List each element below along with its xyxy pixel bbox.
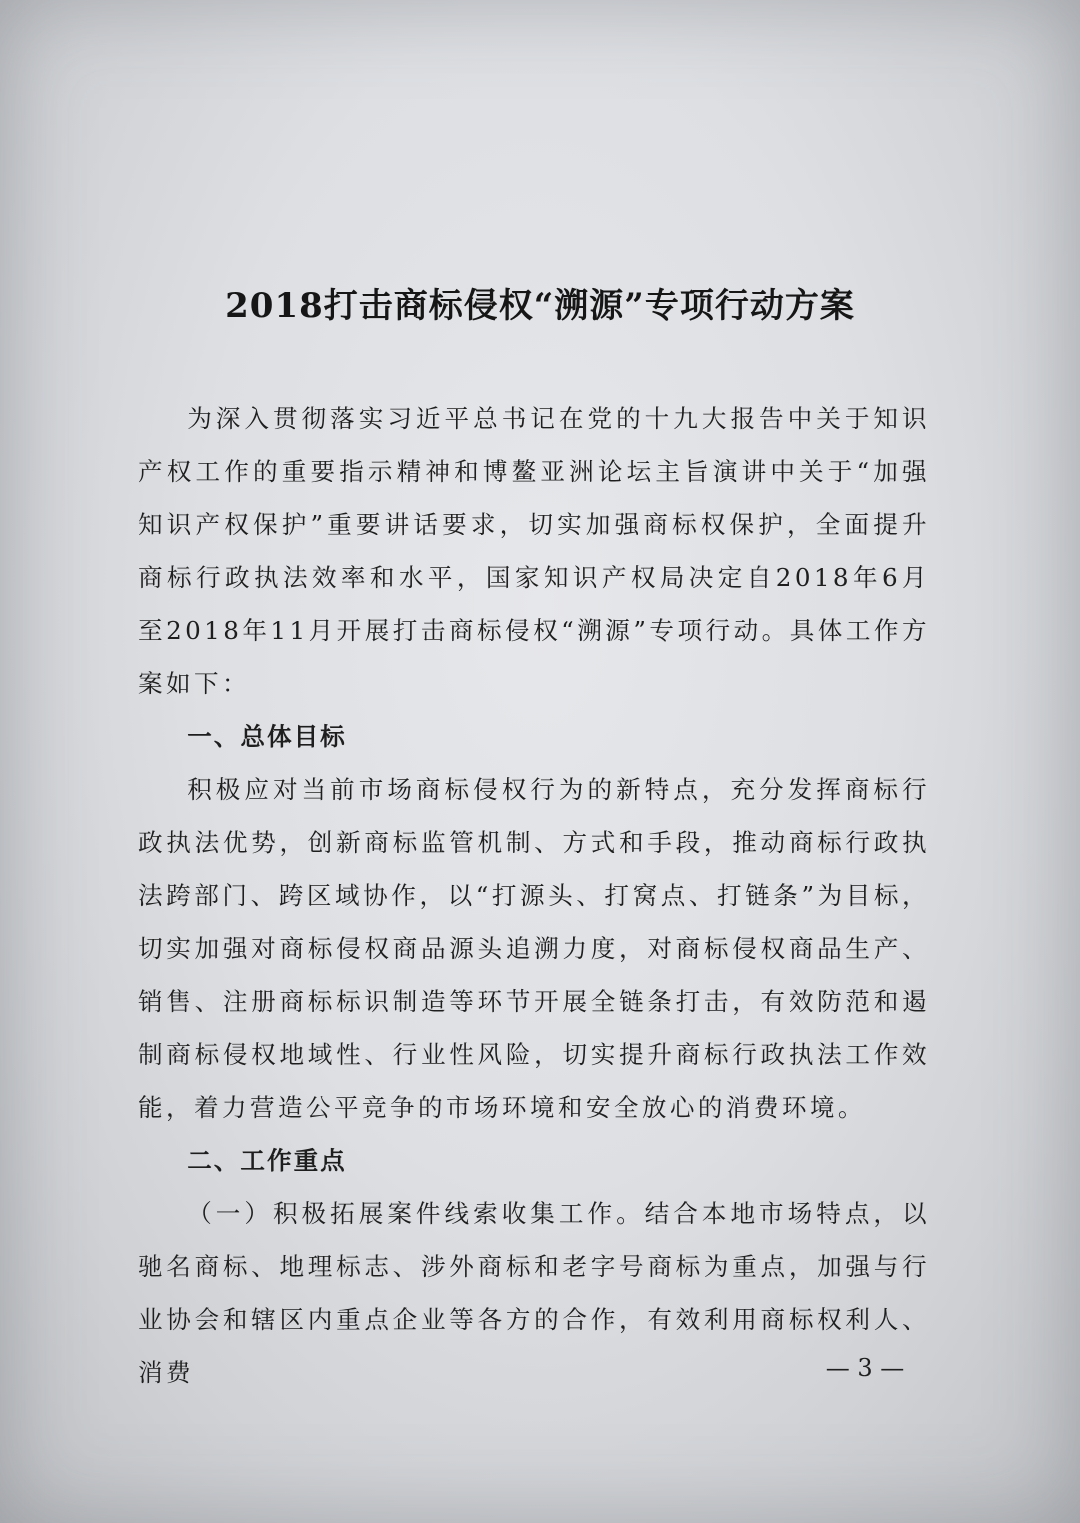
page-number: — 3 — <box>825 1354 905 1382</box>
document-body <box>138 392 930 1399</box>
section-heading-overall-goal: 一、总体目标 <box>187 722 347 751</box>
section-heading-work-focus: 二、工作重点 <box>187 1146 347 1175</box>
overall-goal-paragraph: 积极应对当前市场商标侵权行为的新特点，充分发挥商标行政执法优势，创新商标监管机制、方式和手段，推动商标行政执法跨部门、跨区域协作，以“打源头、打窝点、打链条”为目标，切实加强对商标侵权商品源头追溯力度，对商标侵权商品生产、销售、注册商标标识制造等环节开展全链条打击，有效防范和遏制商标侵权地域性、行业性风险，切实提升商标行政执法工作效能，着力营造公平竞争的市场环境和安全放心的消费环境。 <box>138 775 930 1122</box>
intro-paragraph: 为深入贯彻落实习近平总书记在党的十九大报告中关于知识产权工作的重要指示精神和博鳌亚洲论坛主旨演讲中关于“加强知识产权保护”重要讲话要求，切实加强商标权保护，全面提升商标行政执法效率和水平，国家知识产权局决定自2018年6月至2018年11月开展打击商标侵权“溯源”专项行动。具体工作方案如下： <box>138 404 930 698</box>
document-title: 2018打击商标侵权“溯源”专项行动方案 <box>225 286 855 326</box>
work-focus-item-1: （一）积极拓展案件线索收集工作。结合本地市场特点，以驰名商标、地理标志、涉外商标和老字号商标为重点，加强与行业协会和辖区内重点企业等各方的合作，有效利用商标权利人、消费 <box>138 1199 930 1387</box>
